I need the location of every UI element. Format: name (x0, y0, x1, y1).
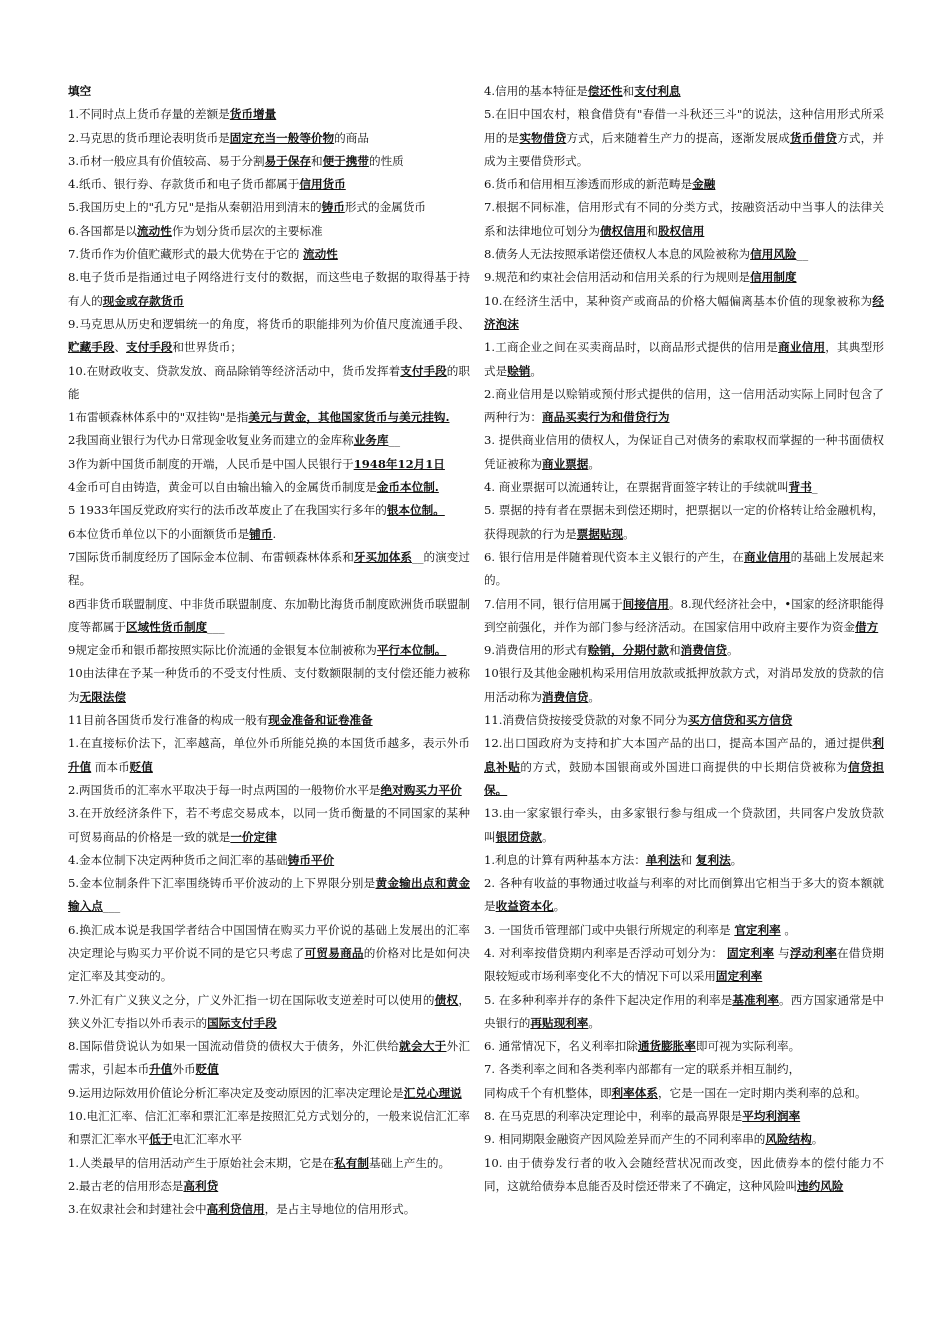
question-text: 方式，后来随着生产力的提高，逐渐发展成 (566, 130, 790, 145)
fill-blank-item (68, 709, 470, 732)
question-text: 7.外汇有广义狭义之分，广义外汇指一切在国际收支逆差时可以使用的 (68, 992, 435, 1007)
answer-text: 牙买加体系 (353, 549, 412, 564)
fill-blank-item (68, 173, 470, 196)
question-text: 10由法律在予某一种货币的不受支付性质、支付数额限制的支付偿还能力被称为 (68, 666, 470, 704)
fill-blank-item (68, 196, 470, 219)
question-text: 6. 通常情况下，名义利率扣除 (484, 1039, 638, 1054)
answer-text: 商品买卖行为和借贷行为 (541, 410, 670, 425)
question-text: ___ (207, 619, 225, 634)
answer-text: 汇兑心理说 (403, 1085, 462, 1100)
question-text: 11.消费信贷按接受贷款的对象不同分为 (484, 713, 688, 728)
question-text: 。 (780, 922, 796, 937)
question-text: 。 (530, 363, 543, 378)
question-text: 。 (588, 1015, 600, 1030)
answer-text: 金融 (692, 177, 716, 192)
question-text: 6. 银行信用是伴随着现代资本主义银行的产生，在 (484, 549, 744, 564)
question-text: 10银行及其他金融机构采用信用放款或抵押放款方式，对消昂发放的贷款的信用活动称为 (484, 666, 884, 704)
fill-blank-item (484, 849, 884, 872)
question-text: 4.金本位制下决定两种货币之间汇率的基础 (68, 852, 288, 867)
answer-text: 通货膨胀率 (637, 1039, 696, 1054)
question-text: 8.债务人无法按照承诺偿还债权人本息的风险被称为 (484, 247, 751, 262)
fill-blank-item (484, 802, 884, 849)
question-text: 的职能 (68, 363, 470, 401)
question-text: 8. 在马克思的利率决定理论中，利率的最高界限是 (484, 1109, 743, 1124)
answer-text: 支付手段 (400, 363, 447, 378)
question-text: 2.两国货币的汇率水平取决于每一时点两国的一般物价水平是 (68, 782, 381, 797)
answer-text: 贬值 (129, 759, 153, 774)
question-text: 。 (730, 852, 743, 867)
fill-blank-item (484, 290, 884, 337)
fill-blank-item (68, 103, 470, 126)
question-text: 4金币可自由铸造，黄金可以自由输出输入的金属货币制度是 (68, 480, 377, 495)
answer-text: 收益资本化 (495, 899, 554, 914)
answer-text: 利率体系 (611, 1085, 658, 1100)
question-text: 9规定金币和银币都按照实际比价流通的金银复本位制被称为 (68, 643, 377, 658)
question-text: 。 (542, 829, 554, 844)
left-column (68, 80, 470, 1222)
fill-blank-item (68, 429, 470, 452)
answer-text: 金币本位制. (376, 480, 439, 495)
fill-blank-item (484, 919, 884, 942)
answer-text: 铸币 (321, 200, 345, 215)
answer-text: 商业信用 (743, 549, 791, 564)
answer-text: 信用制度 (750, 270, 797, 285)
answer-text: 商业票据 (541, 456, 589, 471)
fill-blank-item (484, 383, 884, 430)
answer-text: 现金或存款货币 (102, 293, 184, 308)
question-text: 2.商业信用是以赊销或预付形式提供的信用，这一信用活动实际上同时包含了两种行为： (484, 386, 884, 425)
fill-blank-item (484, 243, 884, 266)
question-text: 12.出口国政府为支持和扩大本国产品的出口，提高本国产品的，通过提供 (484, 736, 873, 751)
question-text: 2.最古老的信用形态是 (68, 1178, 184, 1193)
answer-text: 1948年12月1日 (353, 456, 445, 471)
question-text: 和 (668, 643, 681, 658)
section-heading (68, 80, 470, 103)
question-text: 的价格对比是如何决定汇率及其变动的。 (68, 945, 470, 984)
question-text: 、 (114, 340, 126, 355)
answer-text: 流动性 (137, 223, 172, 238)
fill-blank-item (68, 802, 470, 849)
question-text: 6.货币和信用相互渗透而形成的新范畴是 (484, 177, 693, 192)
question-text: __ (796, 247, 809, 262)
question-text: 与 (774, 945, 790, 960)
question-text: ，其典型形式是 (484, 340, 884, 378)
question-text: ，它是一国在一定时期内类利率的总和。 (657, 1085, 867, 1100)
answer-text: 无限法偿 (79, 689, 126, 704)
question-text: 。 (588, 689, 600, 704)
answer-text: 一价定律 (230, 829, 277, 844)
fill-blank-item (484, 593, 884, 640)
question-text: 而本币 (91, 759, 130, 774)
right-column (484, 80, 884, 1198)
fill-blank-item (68, 266, 470, 313)
question-text: 1.不同时点上货币存量的差额是 (68, 107, 230, 122)
answer-text: 股权信用 (657, 223, 705, 238)
fill-blank-item (68, 220, 470, 243)
question-text: 5. 在多种利率并存的条件下起决定作用的利率是 (484, 992, 733, 1007)
fill-blank-item (68, 919, 470, 989)
answer-text: 流动性 (303, 247, 338, 262)
question-text: 11目前各国货币发行准备的构成一般有 (68, 713, 269, 728)
answer-text: 铺币 (249, 526, 273, 541)
question-text: 3.在奴隶社会和封建社会中 (68, 1202, 207, 1217)
answer-text: 消费信贷 (680, 643, 727, 658)
question-text: 7. 各类利率之间和各类利率内部都有一定的联系并相互制约， (484, 1062, 801, 1077)
answer-text: 国际支付手段 (207, 1015, 277, 1030)
fill-blank-item (484, 196, 884, 243)
answer-text: 实物借贷 (519, 130, 567, 145)
answer-text: 经济泡沫 (484, 293, 884, 331)
question-text: 1.利息的计算有两种基本方法： (484, 852, 646, 867)
question-text: 和 (646, 223, 658, 238)
fill-blank-item (68, 872, 470, 919)
fill-blank-item (484, 1058, 884, 1081)
question-text: 2我国商业银行为代办日常现金收复业务而建立的金库称 (68, 433, 354, 448)
fill-blank-item (484, 336, 884, 383)
question-text: 外币 (172, 1062, 196, 1077)
question-text: 方式，并成为主要借贷形式。 (484, 130, 884, 168)
fill-blank-item (484, 103, 884, 173)
answer-text: 票据贴现 (576, 526, 624, 541)
question-text: 的方式，鼓励本国银商或外国进口商提供的中长期信贷被称为 (520, 759, 849, 774)
question-text: 3.币材一般应具有价值较高、易于分割 (68, 153, 265, 168)
question-text: __的演变过程。 (68, 549, 470, 588)
answer-text: 货币借贷 (789, 130, 838, 145)
answer-text: 债权 (434, 992, 459, 1007)
answer-text: 债权信用 (599, 223, 647, 238)
question-text: 的性质 (368, 153, 404, 168)
fill-blank-item (484, 1105, 884, 1128)
fill-blank-item (68, 243, 470, 266)
answer-text: 易于保存 (264, 153, 311, 168)
question-text: 8.电子货币是指通过电子网络进行支付的数据，而这些电子数据的取得基于持有人的 (68, 270, 470, 308)
fill-blank-item (484, 872, 884, 919)
question-text: 形式的金属货币 (344, 200, 426, 215)
answer-text: 贮藏手段 (68, 340, 115, 355)
fill-blank-item (484, 173, 884, 196)
answer-text: 银本位制。 (386, 503, 445, 518)
question-text: 6本位货币单位以下的小面额货币是 (68, 526, 250, 541)
question-text: 10.在经济生活中，某种资产或商品的价格大幅偏离基本价值的现象被称为 (484, 293, 873, 308)
fill-blank-item (484, 1128, 884, 1151)
question-text: 和 (622, 84, 635, 98)
answer-text: 利息补贴 (484, 736, 884, 774)
fill-blank-item (484, 476, 884, 499)
fill-blank-item (68, 360, 470, 407)
fill-blank-item (484, 639, 884, 662)
question-text: 4.纸币、银行券、存款货币和电子货币都属于 (68, 177, 300, 192)
answer-text: 固定利率 (726, 945, 775, 960)
question-text: 外汇需求，引起本币 (68, 1039, 470, 1077)
answer-text: 复利法 (695, 852, 731, 867)
fill-blank-item (68, 593, 470, 640)
question-text: 9.马克思从历史和逻辑统一的角度，将货币的职能排列为价值尺度流通手段、 (68, 316, 470, 331)
answer-text: 铸币平价 (287, 852, 335, 867)
question-text: 2. 各种有收益的事物通过收益与利率的对比而倒算出它相当于多大的资本额就是 (484, 876, 884, 914)
fill-blank-item (68, 406, 470, 429)
fill-blank-item (484, 80, 884, 103)
question-text: 电汇汇率水平 (172, 1132, 242, 1147)
answer-text: 间接信用 (622, 596, 669, 611)
answer-text: 支付利息 (634, 84, 681, 98)
question-text: 4.信用的基本特征是 (484, 84, 588, 98)
question-text: 8西非货币联盟制度、中非货币联盟制度、东加勒比海货币制度欧洲货币联盟制度等都属于 (68, 596, 470, 634)
fill-blank-item (68, 1152, 470, 1175)
answer-text: 低于 (149, 1132, 173, 1147)
fill-blank-item (484, 1082, 884, 1105)
fill-blank-item (484, 1152, 884, 1199)
fill-blank-item (68, 779, 470, 802)
answer-text: 便于携带 (322, 153, 369, 168)
answer-text: 官定利率 (734, 922, 781, 937)
question-text: 5.金本位制条件下汇率围绕铸币平价波动的上下界限分别是 (68, 876, 376, 891)
answer-text: 风险结构 (765, 1132, 812, 1147)
answer-text: 贬值 (195, 1062, 219, 1077)
question-text: 9.消费信用的形式有 (484, 643, 588, 658)
question-text: 1.在直接标价法下，汇率越高，单位外币所能兑换的本国货币越多，表示外币 (68, 736, 470, 751)
answer-text: 信用风险 (750, 247, 797, 262)
fill-blank-item (68, 499, 470, 522)
question-text: 1布雷顿森林体系中的"双挂钩"是指 (68, 410, 249, 425)
fill-blank-item (68, 1035, 470, 1082)
fill-blank-item (68, 1175, 470, 1198)
answer-text: 买方信贷和买方信贷 (687, 713, 793, 728)
fill-blank-item (484, 942, 884, 989)
question-text: 。 (623, 526, 635, 541)
question-text: 10. 由于债券发行者的收入会随经营状况而改变，因此债券本的偿付能力不同，这就给债券本息能否及时偿还带来了不确定，这种风险叫 (484, 1155, 884, 1193)
answer-text: 浮动利率 (789, 945, 837, 960)
answer-text: 区域性货币制度 (125, 619, 208, 634)
question-text: 作为划分货币层次的主要标准 (171, 223, 323, 238)
answer-text: 借方 (855, 619, 879, 634)
question-text: _ (811, 480, 818, 495)
question-text: 9.运用边际效用价值论分析汇率决定及变动原因的汇率决定理论是 (68, 1085, 404, 1100)
question-text: 。8.现代经济社会中，•国家的经济职能得到空前强化，并作为部门参与经济活动。在国家信用中政府主要作为资金 (484, 596, 885, 634)
question-text: ，是占主导地位的信用形式。 (264, 1202, 416, 1217)
question-text: 5. 票据的持有者在票据未到偿还期时，把票据以一定的价格转让给金融机构，获得现款的行为是 (484, 503, 884, 541)
fill-blank-item (484, 989, 884, 1036)
question-text: 3.在开放经济条件下，若不考虑交易成本，以同一货币衡量的不同国家的某种可贸易商品的价格是一致的就是 (68, 806, 470, 844)
question-text: 10.在财政收支、贷款发放、商品除销等经济活动中，货币发挥着 (68, 363, 401, 378)
question-text: 3. 一国货币管理部门或中央银行所规定的利率是 (484, 922, 735, 937)
answer-text: 银团贷款 (495, 829, 542, 844)
answer-text: 赊销 (507, 363, 531, 378)
question-text: ___ (102, 899, 121, 914)
question-text: 7.信用不同，银行信用属于 (484, 596, 623, 611)
answer-text: 绝对购买力平价 (380, 782, 462, 797)
fill-blank-item (68, 849, 470, 872)
question-text: 。西方国家通常是中央银行的 (484, 992, 884, 1030)
question-text: 8.国际借贷说认为如果一国流动借贷的债权大于债务，外汇供给 (68, 1039, 400, 1054)
answer-text: 黄金输出点和黄金输入点 (68, 876, 470, 914)
question-text: . (272, 526, 277, 541)
answer-text: 再贴现利率 (530, 1015, 589, 1030)
fill-blank-item (68, 1105, 470, 1152)
fill-blank-item (68, 546, 470, 593)
question-text: 1.人类最早的信用活动产生于原始社会末期，它是在 (68, 1155, 335, 1170)
question-text: 和 (680, 852, 696, 867)
question-text: 13.由一家家银行牵头，由多家银行参与组成一个贷款团，共同客户发放贷款叫 (484, 806, 884, 844)
answer-text: 赊销，分期付款 (587, 643, 669, 658)
fill-blank-item (68, 662, 470, 709)
question-text: 1.工商企业之间在买卖商品时，以商品形式提供的信用是 (484, 340, 779, 355)
question-text: 5.我国历史上的"孔方兄"是指从秦朝沿用到清末的 (68, 200, 322, 215)
question-text: 7.货币作为价值贮藏形式的最大优势在于它的 (68, 247, 304, 262)
question-text: 的商品 (334, 130, 369, 145)
answer-text: 美元与黄金，其他国家货币与美元挂钩. (248, 410, 450, 425)
answer-text: 升值 (68, 759, 92, 774)
answer-text: 信用货币 (299, 177, 346, 192)
answer-text: 现金准备和证卷准备 (268, 713, 373, 728)
question-text: 9. 相同期限金融资产因风险差异而产生的不同利率串的 (484, 1132, 766, 1147)
fill-blank-item (68, 639, 470, 662)
question-text: 同构成千个有机整体，即 (484, 1085, 612, 1100)
fill-blank-item (484, 266, 884, 289)
answer-text: 消费信贷 (541, 689, 589, 704)
fill-blank-item (484, 1035, 884, 1058)
question-text: 5 1933年国反党政府实行的法币改革废止了在我国实行多年的 (68, 503, 387, 518)
question-text: 填空 (68, 84, 92, 98)
question-text: 。 (588, 456, 600, 471)
question-text: 3作为新中国货币制度的开端，人民币是中国人民银行于 (68, 456, 354, 471)
fill-blank-item (484, 709, 884, 732)
answer-text: 就会大于 (399, 1039, 447, 1054)
fill-blank-item (68, 989, 470, 1036)
question-text: 在借贷期限较短或市场利率变化不大的情况下可以采用 (484, 945, 884, 984)
fill-blank-item (68, 1198, 470, 1221)
answer-text: 支付手段 (126, 340, 173, 355)
question-text: 和世界货币； (172, 340, 242, 355)
answer-text: 商业信用 (778, 340, 826, 355)
answer-text: 私有制 (334, 1155, 369, 1170)
fill-blank-item (68, 732, 470, 779)
fill-blank-item (68, 127, 470, 150)
answer-text: 可贸易商品 (304, 945, 364, 960)
question-text: 。 (553, 899, 566, 914)
answer-text: 高利贷 (183, 1178, 219, 1193)
answer-text: 平均利润率 (742, 1109, 801, 1124)
answer-text: 基准利率 (732, 992, 779, 1007)
question-text: 的基础上发展起来的。 (484, 549, 884, 588)
answer-text: 固定利率 (715, 969, 763, 984)
question-text: 。 (726, 643, 739, 658)
question-text: 2.马克思的货币理论表明货币是 (68, 130, 230, 145)
answer-text: 偿还性 (587, 84, 623, 98)
fill-blank-item (68, 150, 470, 173)
answer-text: 业务库 (353, 433, 389, 448)
answer-text: 背书 (788, 480, 812, 495)
question-text: 4. 对利率按借贷期内利率是否浮动可划分为： (484, 945, 727, 960)
question-text: 3. 提供商业信用的债权人，为保证自己对债务的索取权而掌握的一种书面债权凭证被称为 (484, 433, 884, 471)
answer-text: 违约风险 (797, 1178, 844, 1193)
answer-text: 单利法 (645, 852, 681, 867)
question-text: 4. 商业票据可以流通转让，在票据背面签字转让的手续就叫 (484, 480, 789, 495)
question-text: 6.换汇成本说是我国学者结合中国国情在购买力平价说的基础上发展出的汇率决定理论与购买力平价说不同的是它只考虑了 (68, 922, 470, 960)
answer-text: 高利贷信用 (206, 1202, 265, 1217)
question-text: ，狭义外汇专指以外币表示的 (68, 992, 470, 1030)
question-text: 10.电汇汇率、信汇汇率和票汇汇率是按照汇兑方式划分的，一般来说信汇汇率和票汇汇率水平 (68, 1109, 470, 1147)
fill-blank-item (68, 313, 470, 360)
fill-blank-item (68, 523, 470, 546)
answer-text: 平行本位制。 (376, 643, 447, 658)
fill-blank-item (68, 476, 470, 499)
fill-blank-item (484, 732, 884, 802)
question-text: 7国际货币制度经历了国际金本位制、布雷顿森林体系和 (68, 549, 354, 564)
question-text: 6.各国都是以 (68, 223, 138, 238)
fill-blank-item (484, 499, 884, 546)
question-text: 7.根据不同标准，信用形式有不同的分类方式，按融资活动中当事人的法律关系和法律地位可划分为 (484, 200, 884, 238)
fill-blank-item (68, 1082, 470, 1105)
fill-blank-item (484, 546, 884, 593)
answer-text: 货币增量 (229, 107, 277, 122)
question-text: 9.规范和约束社会信用活动和信用关系的行为规则是 (484, 270, 751, 285)
question-text: 和 (310, 153, 323, 168)
answer-text: 信贷担保。 (484, 759, 884, 797)
fill-blank-item (484, 429, 884, 476)
question-text: 基础上产生的。 (368, 1155, 451, 1170)
question-text: 即可视为实际利率。 (695, 1039, 801, 1054)
question-text: 5.在旧中国农村，粮食借贷有"春借一斗秋还三斗"的说法，这种信用形式所采用的是 (484, 107, 884, 145)
fill-blank-item (68, 453, 470, 476)
answer-text: 升值 (149, 1062, 173, 1077)
question-text: 。 (811, 1132, 824, 1147)
question-text: __ (388, 433, 401, 448)
fill-blank-item (484, 662, 884, 709)
answer-text: 固定充当一般等价物 (229, 130, 335, 145)
